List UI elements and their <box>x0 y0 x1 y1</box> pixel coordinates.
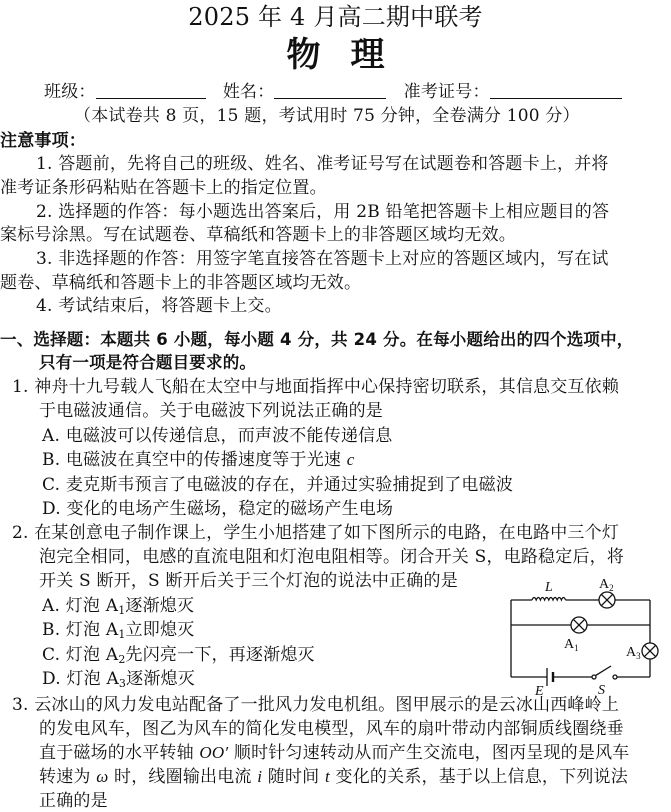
notice-item-2: 2. 选择题的作答：每小题选出答案后，用 2B 铅笔把答题卡上相应题目的答 <box>36 202 610 222</box>
battery-label: E <box>535 684 544 699</box>
question-2 <box>12 523 619 543</box>
q2-option-c[interactable]: C. 灯泡 $A_2$先闪亮一下，再逐渐熄灭 <box>42 645 315 666</box>
class-label: 班级： <box>44 82 96 102</box>
question-3-stem-cont: 的发电风车，图乙为风车的简化发电模型，风车的扇叶带动内部铜质线圈绕垂 <box>39 719 624 739</box>
notice-item-3-cont: 题卷、草稿纸和答题卡上的非答题区域均无效。 <box>0 273 362 293</box>
question-stem: 在某创意电子制作课上，学生小旭搭建了如下图所示的电路，在电路中三个灯 <box>34 523 620 543</box>
inductor-icon <box>532 598 566 601</box>
inductor-label: L <box>545 580 553 595</box>
question-number: 2. <box>12 523 29 543</box>
lamp-a3-icon <box>642 643 658 659</box>
q1-option-c[interactable]: C. 麦克斯韦预言了电磁波的存在，并通过实验捕捉到了电磁波 <box>42 475 514 495</box>
question-number: 3. <box>12 695 29 715</box>
notice-item-2-cont: 案标号涂黑。写在试题卷、草稿纸和答题卡上的非答题区域均无效。 <box>0 225 516 245</box>
question-stem: 神舟十九号载人飞船在太空中与地面指挥中心保持密切联系，其信息交互依赖 <box>34 377 620 397</box>
battery-icon <box>547 668 553 686</box>
exam-info: （本试卷共 8 页，15 题，考试用时 75 分钟，全卷满分 100 分） <box>74 106 580 126</box>
q2-option-b[interactable]: B. 灯泡 $A_1$立即熄灭 <box>42 620 195 641</box>
q2-option-a[interactable]: A. 灯泡 $A_1$逐渐熄灭 <box>42 596 195 617</box>
name-label: 姓名： <box>222 82 275 102</box>
switch-label: S <box>598 683 605 698</box>
notice-item-3: 3. 非选择题的作答：用签字笔直接答在答题卡上对应的答题区域内，写在试 <box>36 249 609 269</box>
q1-option-b[interactable]: B. 电磁波在真空中的传播速度等于光速 c <box>42 450 355 470</box>
circuit-diagram <box>490 570 671 700</box>
question-2-stem-cont: 泡完全相同，电感的直流电阻和灯泡电阻相等。闭合开关 S，电路稳定后，将 <box>39 547 625 567</box>
name-field[interactable] <box>274 82 386 99</box>
notice-item-4: 4. 考试结束后，将答题卡上交。 <box>36 296 282 316</box>
subject-title: 物理 <box>286 35 415 75</box>
exam-id-label: 准考证号： <box>403 82 490 102</box>
q1-option-d[interactable]: D. 变化的电场产生磁场，稳定的磁场产生电场 <box>42 499 394 519</box>
lamp-a1-label: $A_1$ <box>564 637 579 653</box>
exam-title: 2025 年 4 月高二期中联考 <box>188 3 483 31</box>
student-info-fields <box>44 82 622 102</box>
q1-option-a[interactable]: A. 电磁波可以传递信息，而声波不能传递信息 <box>42 426 393 446</box>
lamp-a1-icon <box>571 617 587 633</box>
question-3-stem-cont: 转速为 ω 时，线圈输出电流 i 随时间 t 变化的关系，基于以上信息，下列说法 <box>39 767 628 787</box>
q2-option-d[interactable]: D. 灯泡 $A_3$逐渐熄灭 <box>42 669 195 690</box>
question-1 <box>12 377 619 397</box>
question-3 <box>12 695 619 715</box>
notice-item-1-cont: 准考证条形码粘贴在答题卡上的指定位置。 <box>0 178 327 198</box>
question-3-stem-cont: 直于磁场的水平转轴 OO′ 顺时针匀速转动从而产生交流电，图丙呈现的是风车 <box>39 743 630 763</box>
question-stem: 云冰山的风力发电站配备了一批风力发电机组。图甲展示的是云冰山西峰岭上 <box>34 695 620 715</box>
notice-heading: 注意事项： <box>0 131 86 151</box>
question-number: 1. <box>12 377 29 397</box>
lamp-a3-label: $A_3$ <box>626 645 641 661</box>
exam-id-field[interactable] <box>490 82 622 99</box>
switch-icon <box>592 666 617 679</box>
section-heading-cont: 只有一项是符合题目要求的。 <box>39 353 257 372</box>
class-field[interactable] <box>96 82 206 99</box>
section-heading: 一、选择题：本题共 6 小题，每小题 4 分，共 24 分。在每小题给出的四个选项中， <box>0 330 634 349</box>
lamp-a2-icon <box>599 592 615 608</box>
lamp-a2-label: $A_2$ <box>599 577 614 593</box>
question-3-stem-cont: 正确的是 <box>39 791 108 811</box>
notice-item-1: 1. 答题前，先将自己的班级、姓名、准考证号写在试题卷和答题卡上，并将 <box>36 154 609 174</box>
question-1-stem-cont: 于电磁波通信。关于电磁波下列说法正确的是 <box>39 401 383 421</box>
question-2-stem-cont: 开关 S 断开，S 断开后关于三个灯泡的说法中正确的是 <box>39 571 458 591</box>
